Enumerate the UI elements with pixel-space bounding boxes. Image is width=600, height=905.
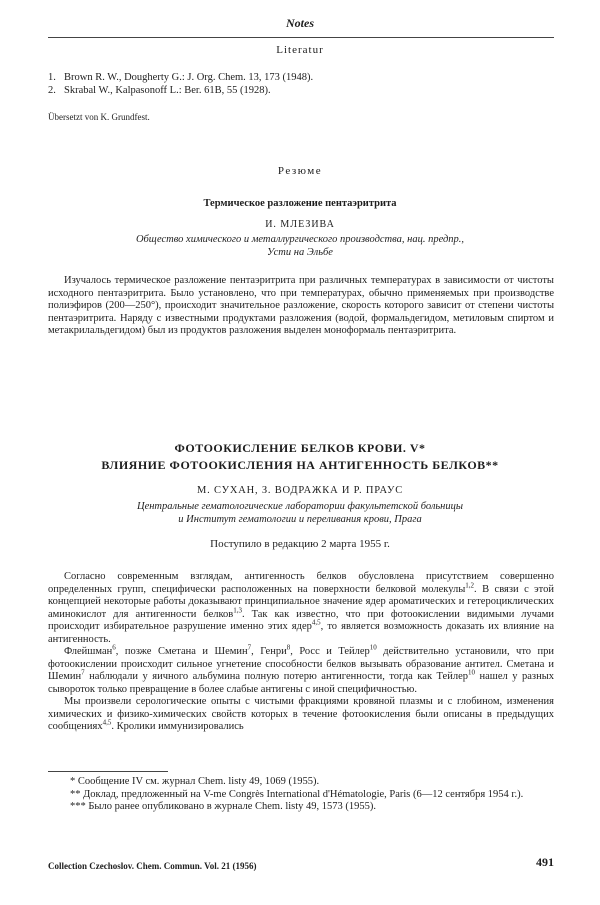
reference-item [48, 84, 554, 97]
footnote: ** Доклад, предложенный на V-me Congrès International d'Hématologie, Paris (6—12 сентября 1954 г.). [70, 788, 524, 800]
reference-text: Brown R. W., Dougherty G.: J. Org. Chem. 13, 173 (1948). [64, 72, 314, 83]
citation-superscript: 4,5 [102, 718, 112, 727]
citation-superscript: 8 [286, 643, 291, 652]
citation-superscript: 10 [369, 643, 377, 652]
literatur-heading: Literatur [276, 44, 324, 56]
body-text: Мы произвели серологические опыты с чистыми фракциями кровяной плазмы и с глобином, изменения химических и физико-химических свойств которых в течение фотоокисления были описаны в предыдущих сообщениях [48, 696, 554, 732]
resume-heading: Резюме [277, 165, 323, 177]
resume-subtitle: Термическое разложение пентаэритрита [203, 198, 397, 209]
body-text: , Генри [251, 646, 287, 657]
footnote: * Сообщение IV см. журнал Chem. listy 49, 1069 (1955). [70, 776, 320, 787]
article-authors: М. СУХАН, З. ВОДРАЖКА И Р. ПРАУС [196, 485, 404, 496]
body-text: . Кролики иммунизировались [111, 721, 244, 732]
article-title-line: ВЛИЯНИЕ ФОТООКИСЛЕНИЯ НА АНТИГЕННОСТЬ БЕЛКОВ** [101, 458, 499, 472]
footnote-rule [48, 771, 168, 772]
article-affiliation-line: и Институт гематологии и переливания крови, Прага [178, 514, 422, 525]
resume-affiliation [90, 233, 510, 259]
body-paragraph [48, 571, 554, 646]
article-title [0, 440, 600, 474]
body-text: , Росс и Тейлер [290, 646, 370, 657]
reference-number: 2. [48, 85, 56, 96]
citation-superscript: 7 [81, 668, 85, 677]
reference-text: Skrabal W., Kalpasonoff L.: Ber. 61B, 55 (1928). [64, 85, 271, 96]
article-affiliation-line: Центральные гематологические лаборатории факультетской больницы [136, 501, 464, 512]
body-text: , то является возможность доказать их влияние на антигенность. [48, 621, 555, 645]
citation-superscript: 6 [112, 643, 116, 652]
footnotes [48, 776, 554, 814]
body-text: наблюдали у яичного альбумина полную потерю антигенности, тогда как Тейлер [84, 671, 468, 682]
resume-affiliation-line: Общество химического и металлургического производства, нац. предпр., [135, 234, 465, 245]
page-number: 491 [536, 855, 554, 869]
body-text: Флейшман [64, 646, 113, 657]
resume-author: И. МЛЕЗИВА [265, 219, 335, 230]
reference-number: 1. [48, 72, 56, 83]
translator-note: Übersetzt von K. Grundfest. [48, 112, 150, 122]
footnote: *** Было ранее опубликовано в журнале Chem. listy 49, 1573 (1955). [70, 801, 377, 812]
header-rule [48, 37, 554, 38]
citation-superscript: 10 [468, 668, 475, 677]
journal-citation: Collection Czechoslov. Chem. Commun. Vol. 21 (1956) [48, 861, 257, 871]
body-text: действительно установили, что при фотоокислении происходит сильное угнетение способности белков вызывать образование антител. Сметана и Шемин [48, 646, 555, 682]
running-title: Notes [286, 16, 314, 30]
resume-affiliation-line: Усти на Эльбе [267, 247, 333, 258]
resume-abstract: Изучалось термическое разложение пентаэритрита при различных температурах в зависимости от чистоты исходного пентаэритрита. Было установлено, что при температурах, обычно применяемых при производстве полиэфиров (200—250°), происходит значительное разложение, скорость которого зависит от степени чистоты пентаэритрита. Наряду с известными продуктами разложения (водой, формальдегидом, метиловым спиртом и метакрилальдегидом) был из продуктов разложения выделен моноформаль пентаэритрита. [48, 275, 554, 336]
citation-superscript: 1,2 [465, 581, 475, 589]
body-paragraph [48, 696, 554, 734]
reference-list [48, 71, 554, 97]
article-body [48, 571, 554, 734]
body-text: нашел у разных сывороток только превращение в более слабые антигены с иной специфичностью. [48, 671, 555, 695]
body-text: , позже Сметана и Шемин [115, 646, 248, 657]
citation-superscript: 7 [247, 643, 252, 652]
article-title-line: ФОТООКИСЛЕНИЕ БЕЛКОВ КРОВИ. V* [174, 441, 426, 455]
citation-superscript: 1,3 [233, 606, 242, 614]
citation-superscript: 4,5 [311, 618, 321, 627]
body-text: . Так как известно, что при фотоокислении видимыми лучами происходит избирательное разрушение именно этих ядер [48, 608, 554, 632]
article-affiliation [60, 500, 540, 526]
body-text: . В связи с этой концепцией некоторые работы доказывают принципиальное значение ядер ароматических и гетероциклических аминокислот для антигенности белков [48, 583, 554, 620]
received-date: Поступило в редакцию 2 марта 1955 г. [210, 538, 390, 550]
body-paragraph [48, 643, 555, 696]
reference-item [48, 71, 554, 84]
body-text: Согласно современным взглядам, антигенность белков обусловлена присутствием совершенно определенных групп, специфически расположенных на поверхности белковой молекулы [48, 571, 554, 595]
